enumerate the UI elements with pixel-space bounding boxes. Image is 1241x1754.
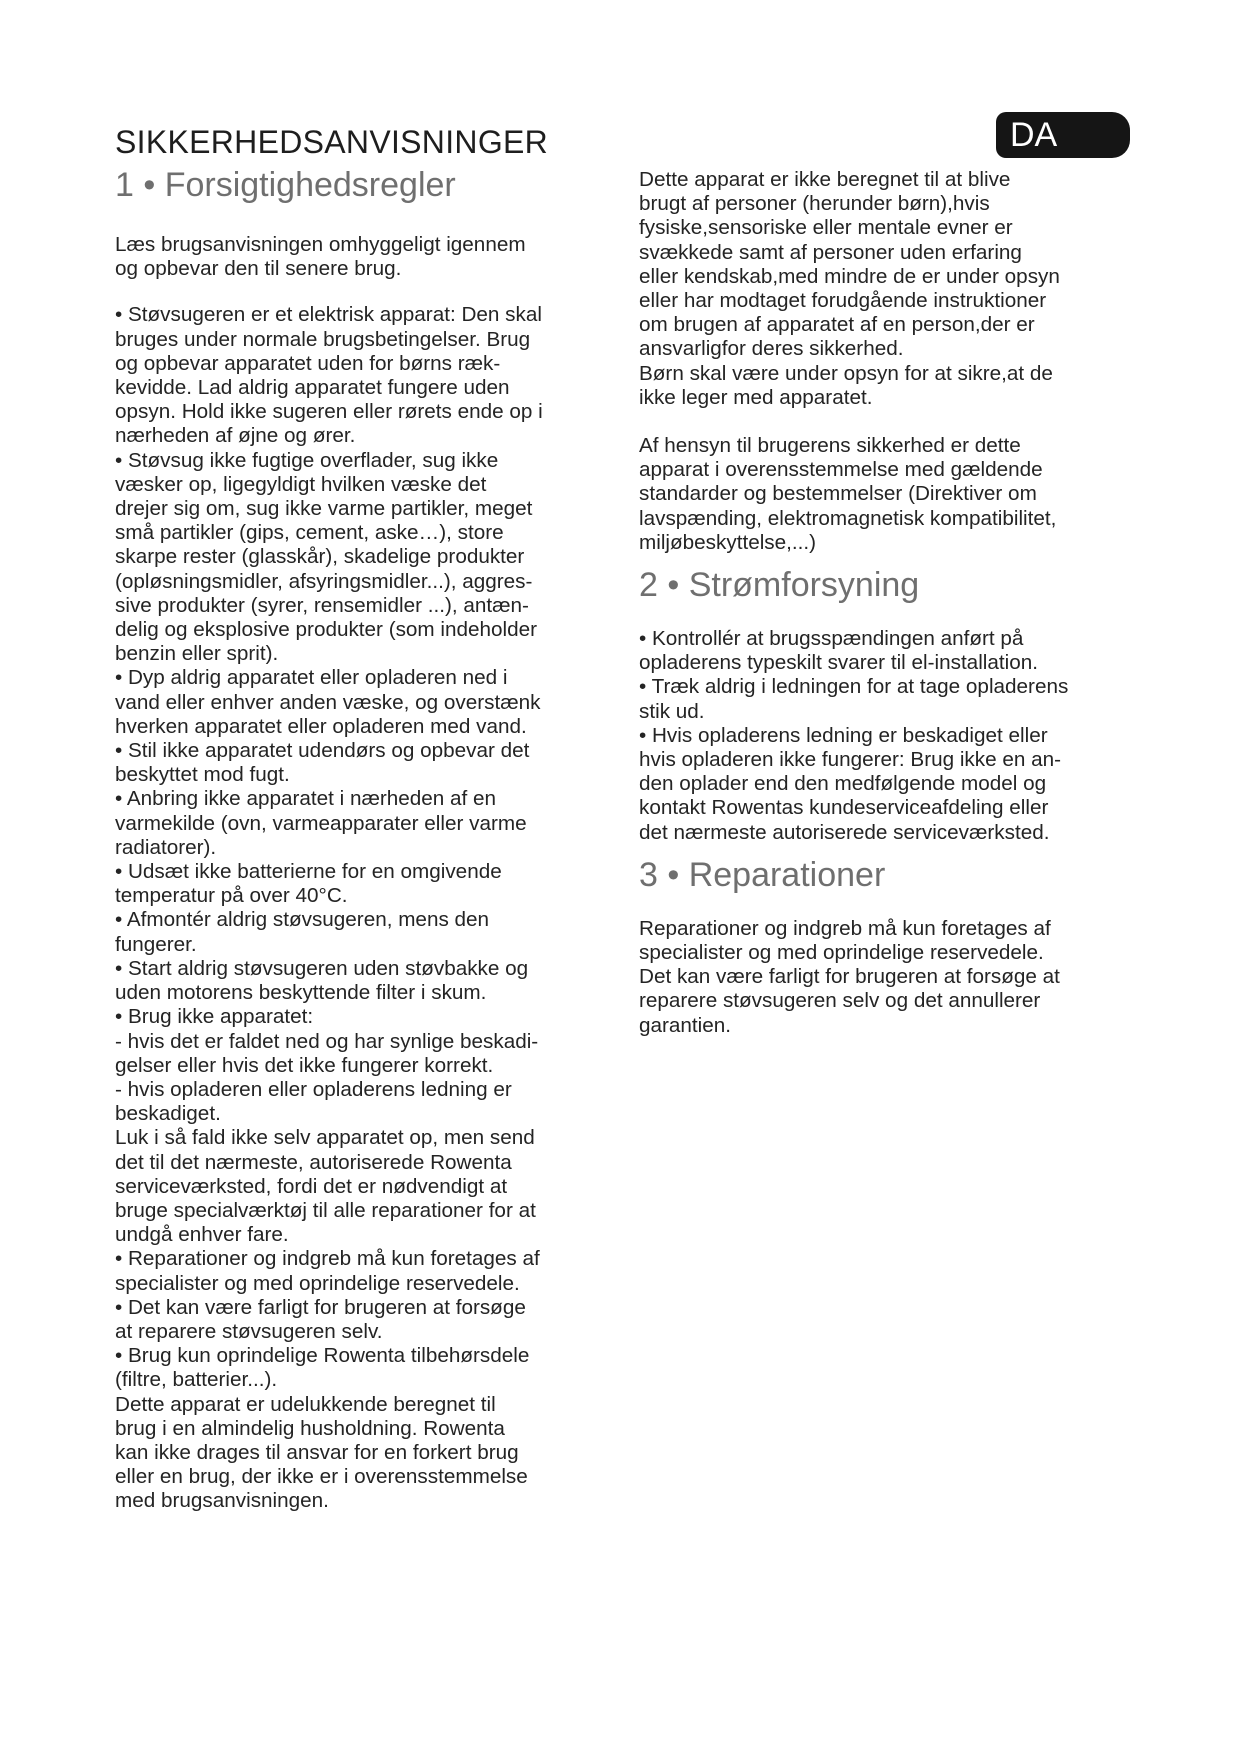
text-line: Reparationer og indgreb må kun foretages af xyxy=(639,916,1051,940)
text-line: apparat i overensstemmelse med gældende xyxy=(639,458,1043,482)
text-line: • Kontrollér at brugsspændingen anført på xyxy=(639,627,1024,651)
text-line: og opbevar apparatet uden for børns ræk- xyxy=(115,351,501,375)
text-line: ansvarligfor deres sikkerhed. xyxy=(639,337,904,361)
text-line: opsyn. Hold ikke sugeren eller rørets ende op i xyxy=(115,400,543,424)
text-line: eller en brug, der ikke er i overensstemmelse xyxy=(115,1465,528,1489)
text-line: at reparere støvsugeren selv. xyxy=(115,1319,383,1343)
compliance-paragraph xyxy=(639,434,1139,555)
text-line: om brugen af apparatet af en person,der er xyxy=(639,313,1035,337)
section-heading-power-supply: 2 • Strømforsyning xyxy=(639,566,920,605)
text-line: sive produkter (syrer, rensemidler ...), antæn- xyxy=(115,593,529,617)
usage-restrictions-paragraph xyxy=(639,168,1139,410)
text-line: • Støvsugeren er et elektrisk apparat: Den skal xyxy=(115,303,542,327)
text-line: hvis opladeren ikke fungerer: Brug ikke en an- xyxy=(639,748,1062,772)
text-line: eller har modtaget forudgående instruktioner xyxy=(639,289,1047,313)
language-badge: DA xyxy=(996,112,1130,158)
text-line: specialister og med oprindelige reservedele. xyxy=(639,941,1044,965)
precautions-list xyxy=(115,303,615,1513)
left-column xyxy=(115,165,615,1514)
text-line: - hvis opladeren eller opladerens ledning er xyxy=(115,1077,512,1101)
text-line: (filtre, batterier...). xyxy=(115,1368,278,1392)
section-heading-repairs: 3 • Reparationer xyxy=(639,855,886,894)
text-line: svækkede samt af personer uden erfaring xyxy=(639,240,1022,264)
text-line: kevidde. Lad aldrig apparatet fungere uden xyxy=(115,376,510,400)
text-line: • Start aldrig støvsugeren uden støvbakke og xyxy=(115,956,529,980)
text-line: Børn skal være under opsyn for at sikre,at de xyxy=(639,361,1053,385)
text-line: - hvis det er faldet ned og har synlige beskadi- xyxy=(115,1029,539,1053)
text-line: standarder og bestemmelser (Direktiver om xyxy=(639,482,1037,506)
text-line: • Udsæt ikke batterierne for en omgivende xyxy=(115,860,502,884)
text-line: vand eller enhver anden væske, og overstænk xyxy=(115,690,541,714)
text-line: Dette apparat er udelukkende beregnet til xyxy=(115,1392,496,1416)
power-supply-list xyxy=(639,627,1139,845)
text-line: • Dyp aldrig apparatet eller opladeren ned i xyxy=(115,666,508,690)
text-line: • Støvsug ikke fugtige overflader, sug ikke xyxy=(115,448,499,472)
text-line: bruge specialværktøj til alle reparationer for at xyxy=(115,1198,536,1222)
text-line: • Afmontér aldrig støvsugeren, mens den xyxy=(115,908,490,932)
text-line: ikke leger med apparatet. xyxy=(639,385,873,409)
text-line: (opløsningsmidler, afsyringsmidler...), aggres- xyxy=(115,569,533,593)
text-line: det til det nærmeste, autoriserede Rowenta xyxy=(115,1150,512,1174)
text-line: lavspænding, elektromagnetisk kompatibilitet, xyxy=(639,506,1057,530)
text-line: benzin eller sprit). xyxy=(115,642,279,666)
text-line: brugt af personer (herunder børn),hvis xyxy=(639,192,990,216)
text-line: og opbevar den til senere brug. xyxy=(115,257,402,281)
intro-paragraph xyxy=(115,233,615,281)
text-line: • Anbring ikke apparatet i nærheden af en xyxy=(115,787,497,811)
repairs-paragraph xyxy=(639,917,1139,1038)
text-line: Det kan være farligt for brugeren at forsøge at xyxy=(639,965,1060,989)
text-line: beskadiget. xyxy=(115,1102,221,1126)
text-line: • Hvis opladerens ledning er beskadiget eller xyxy=(639,723,1048,747)
text-line: reparere støvsugeren selv og det annullerer xyxy=(639,989,1041,1013)
text-line: • Reparationer og indgreb må kun foretages af xyxy=(115,1247,540,1271)
text-line: bruges under normale brugsbetingelser. Brug xyxy=(115,327,531,351)
text-line: den oplader end den medfølgende model og xyxy=(639,772,1047,796)
text-line: radiatorer). xyxy=(115,835,217,859)
text-line: serviceværksted, fordi det er nødvendigt at xyxy=(115,1174,508,1198)
text-line: Luk i så fald ikke selv apparatet op, men send xyxy=(115,1126,535,1150)
text-line: nærheden af øjne og ører. xyxy=(115,424,356,448)
text-line: undgå enhver fare. xyxy=(115,1223,289,1247)
text-line: • Stil ikke apparatet udendørs og opbevar det xyxy=(115,739,530,763)
text-line: Af hensyn til brugerens sikkerhed er dette xyxy=(639,434,1021,458)
text-line: delig og eksplosive produkter (som indeholder xyxy=(115,618,538,642)
text-line: • Brug ikke apparatet: xyxy=(115,1005,314,1029)
text-line: kan ikke drages til ansvar for en forkert brug xyxy=(115,1440,519,1464)
text-line: beskyttet mod fugt. xyxy=(115,763,290,787)
text-line: væsker op, ligegyldigt hvilken væske det xyxy=(115,472,487,496)
text-line: fysiske,sensoriske eller mentale evner er xyxy=(639,216,1013,240)
text-line: varmekilde (ovn, varmeapparater eller varme xyxy=(115,811,527,835)
text-line: det nærmeste autoriserede serviceværksted. xyxy=(639,820,1050,844)
text-line: miljøbeskyttelse,...) xyxy=(639,530,817,554)
text-line: drejer sig om, sug ikke varme partikler, meget xyxy=(115,497,533,521)
text-line: • Træk aldrig i ledningen for at tage opladerens xyxy=(639,675,1069,699)
text-line: uden motorens beskyttende filter i skum. xyxy=(115,981,487,1005)
section-heading-precautions: 1 • Forsigtighedsregler xyxy=(115,166,456,204)
text-line: opladerens typeskilt svarer til el-installation. xyxy=(639,651,1038,675)
text-line: hverken apparatet eller opladeren med vand. xyxy=(115,714,527,738)
text-line: • Brug kun oprindelige Rowenta tilbehørsdele xyxy=(115,1344,530,1368)
text-line: Dette apparat er ikke beregnet til at blive xyxy=(639,168,1011,191)
text-line: Læs brugsanvisningen omhyggeligt igennem xyxy=(115,233,526,256)
text-line: eller kendskab,med mindre de er under opsyn xyxy=(639,264,1060,288)
right-column xyxy=(639,168,1139,1038)
text-line: brug i en almindelig husholdning. Rowenta xyxy=(115,1416,505,1440)
text-line: garantien. xyxy=(639,1013,732,1037)
text-line: gelser eller hvis det ikke fungerer korrekt. xyxy=(115,1053,494,1077)
text-line: temperatur på over 40°C. xyxy=(115,884,348,908)
text-line: skarpe rester (glasskår), skadelige produkter xyxy=(115,545,525,569)
text-line: med brugsanvisningen. xyxy=(115,1489,329,1513)
page-title: SIKKERHEDSANVISNINGER xyxy=(115,124,549,160)
text-line: stik ud. xyxy=(639,699,705,723)
text-line: små partikler (gips, cement, aske…), store xyxy=(115,521,504,545)
text-line: specialister og med oprindelige reservedele. xyxy=(115,1271,520,1295)
text-line: kontakt Rowentas kundeserviceafdeling eller xyxy=(639,796,1049,820)
text-line: • Det kan være farligt for brugeren at forsøge xyxy=(115,1295,526,1319)
text-line: fungerer. xyxy=(115,932,197,956)
